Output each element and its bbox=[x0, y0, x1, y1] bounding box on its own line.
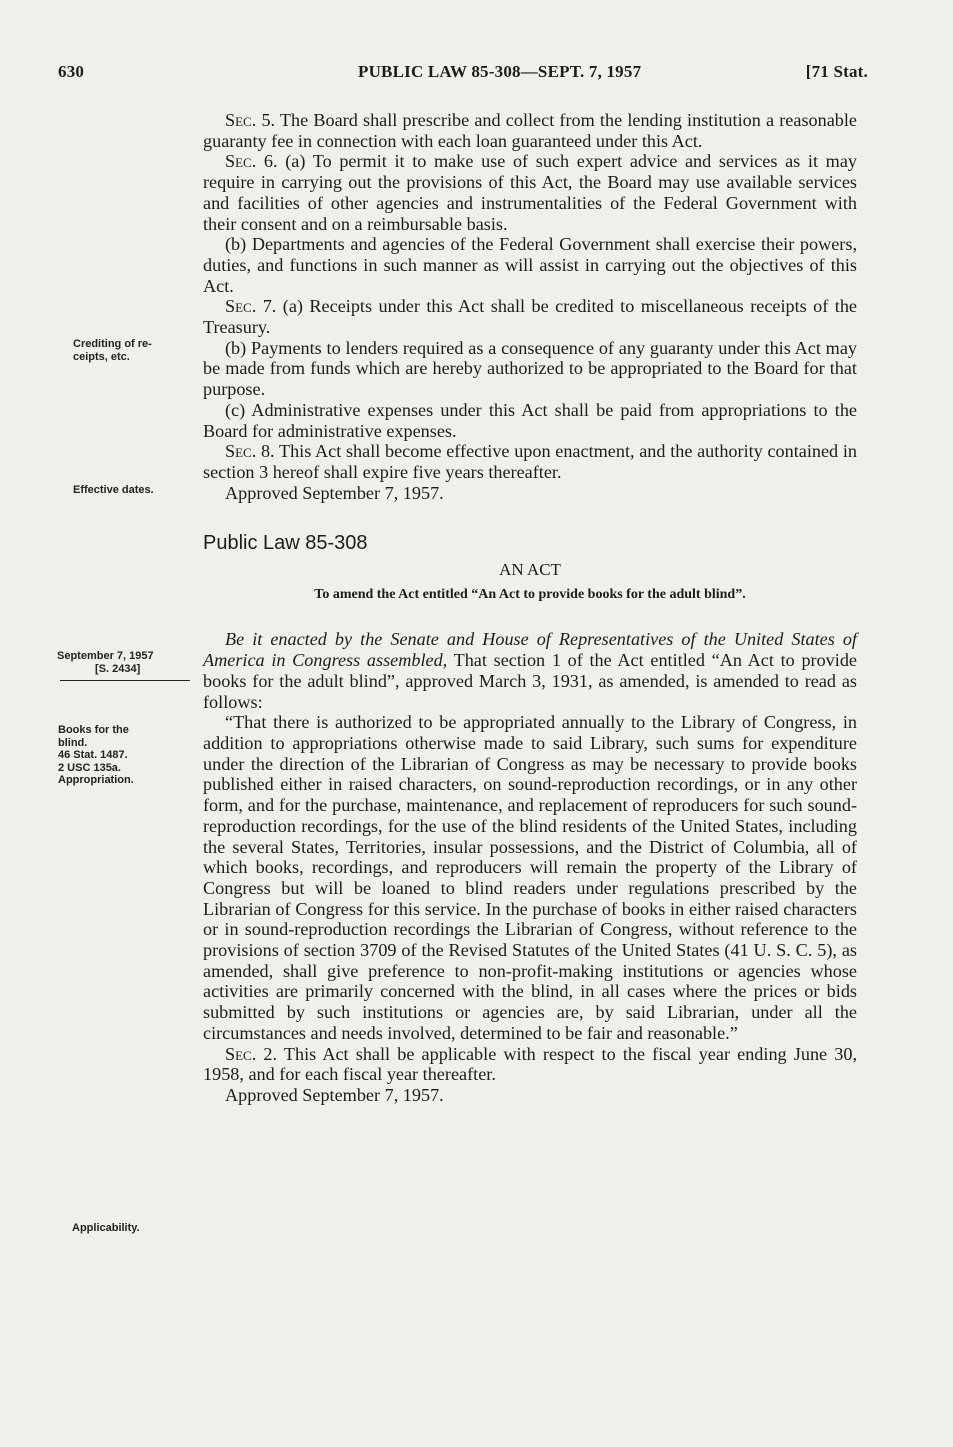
section-7b: (b) Payments to lenders required as a consequence of any guaranty under this Act may be made from funds which are hereby authorized to be appropriated to the Board for that purpose. bbox=[203, 337, 857, 400]
section-7a: Sec. 7. (a) Receipts under this Act shall be credited to miscellaneous receipts of the Treasury. bbox=[203, 296, 857, 338]
approval-line-2: Approved September 7, 1957. bbox=[225, 1084, 444, 1105]
page-number: 630 bbox=[58, 62, 85, 81]
note-books-for-blind: Books for the blind. 46 Stat. 1487. 2 USC 135a. Appropriation. bbox=[58, 724, 134, 786]
amended-text-quote: “That there is authorized to be appropriated annually to the Library of Congress, in addition to appropriations otherwise made to said Library, such sums for expenditure under the direction of the Librarian of Congress as may be necessary to provide books published either in raised characters, on sound-reproduction recordings, or in any other form, and for the purchase, maintenance, and replacement of reproducers for such sound-reproduction recordings, for the use of the blind residents of the United States, including the several States, Territories, insular possessions, and the District of Columbia, all of which books, recordings, and reproducers will remain the property of the Library of Congress but will be loaned to blind readers under regulations prescribed by the Librarian of Congress for this service. In the purchase of books in either raised characters or in sound-reproduction recordings the Librarian of Congress, without reference to the provisions of section 3709 of the Revised Statutes of the United States (41 U. S. C. 5), as amended, shall give preference to non-profit-making institutions or agencies whose activities are primarily concerned with the blind, in all cases where the prices or bids submitted by such institutions or agencies are, by said Librarian, under all the circumstances and needs involved, determined to be fair and reasonable.” bbox=[203, 712, 857, 1043]
page-header bbox=[58, 62, 868, 86]
section-8: Sec. 8. This Act shall become effective upon enactment, and the authority contained in section 3 hereof shall expire five years thereafter. bbox=[203, 441, 857, 482]
public-law-title: Public Law 85-308 bbox=[203, 532, 368, 555]
an-act-heading: AN ACT bbox=[499, 560, 561, 580]
section-5: Sec. 5. The Board shall prescribe and collect from the lending institution a reasonable guaranty fee in connection with each loan guaranteed under this Act. bbox=[203, 110, 857, 151]
act-purpose: To amend the Act entitled “An Act to provide books for the adult blind”. bbox=[314, 586, 746, 602]
section-2: Sec. 2. This Act shall be applicable with respect to the fiscal year ending June 30, 1958, and for each fiscal year thereafter. bbox=[203, 1043, 857, 1085]
section-6b: (b) Departments and agencies of the Federal Government shall exercise their powers, duties, and functions in such manner as will assist in carrying out the objectives of this Act. bbox=[203, 234, 857, 296]
volume-reference: [71 Stat. bbox=[805, 62, 868, 81]
enacting-clause: Be it enacted by the Senate and House of Representatives of the United States of America in Congress assembled, That section 1 of the Act entitled “An Act to provide books for the adult blind”, approved March 3, 1931, as amended, is amended to read as follows: bbox=[203, 629, 857, 712]
note-effective-dates: Effective dates. bbox=[73, 484, 154, 496]
note-applicability: Applicability. bbox=[72, 1222, 140, 1234]
approval-line-1: Approved September 7, 1957. bbox=[225, 482, 444, 503]
section-6a: Sec. 6. (a) To permit it to make use of such expert advice and services as it may require in carrying out the provisions of this Act, the Board may use available services and facilities of other agencies and instrumentalities of the Federal Government with their consent and on a reimbursable basis. bbox=[203, 151, 857, 234]
section-7c: (c) Administrative expenses under this Act shall be paid from appropriations to the Board for administrative expenses. bbox=[203, 399, 857, 441]
running-head: PUBLIC LAW 85-308—SEPT. 7, 1957 bbox=[358, 62, 642, 81]
statute-text bbox=[203, 110, 857, 1106]
note-date-bill: September 7, 1957 [S. 2434] bbox=[57, 650, 154, 675]
date-rule bbox=[60, 680, 190, 681]
note-crediting: Crediting of re- ceipts, etc. bbox=[73, 338, 152, 363]
